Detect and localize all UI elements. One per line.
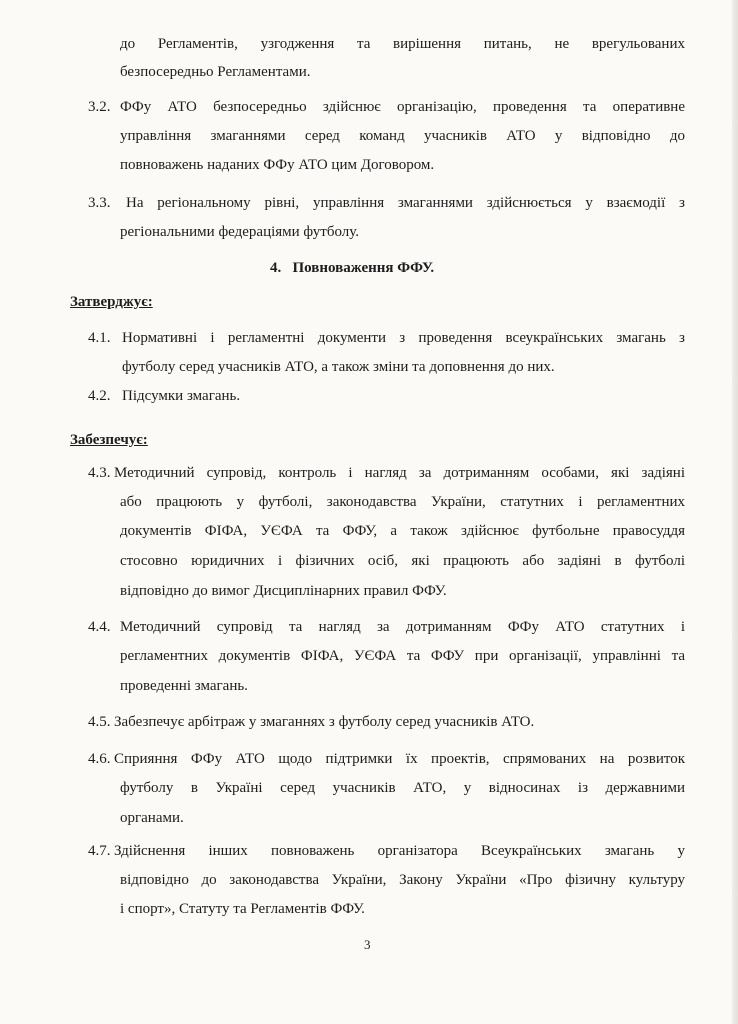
paragraph-line: до Регламентів, узгодження та вирішення питань, не врегульованих <box>120 36 685 52</box>
paragraph-line: футболу серед учасників АТО, а також зміни та доповнення до них. <box>122 359 555 375</box>
provides-label: Забезпечує: <box>70 432 148 448</box>
approves-label: Затверджує: <box>70 294 153 310</box>
paragraph-line: На регіональному рівні, управління змаганнями здійснюється у взаємодії з <box>126 195 685 211</box>
paragraph-line: відповідно до законодавства України, Закону України «Про фізичну культуру <box>120 872 685 888</box>
paragraph-line: Нормативні і регламентні документи з проведення всеукраїнських змагань з <box>122 330 685 346</box>
section-title: Повноваження ФФУ. <box>292 260 435 276</box>
section-heading <box>270 258 434 278</box>
paragraph-line: стосовно юридичних і фізичних осіб, які працюють або задіяні в футболі <box>120 553 685 569</box>
item-number: 4.3. <box>88 465 111 481</box>
item-number: 3.2. <box>88 99 111 115</box>
item-number: 3.3. <box>88 195 111 211</box>
item-number: 4.6. <box>88 751 111 767</box>
paragraph-line: органами. <box>120 810 184 826</box>
paragraph-line: або працюють у футболі, законодавства України, статутних і регламентних <box>120 494 685 510</box>
paragraph-line: і спорт», Статуту та Регламентів ФФУ. <box>120 901 365 917</box>
paragraph-line: документів ФІФА, УЄФА та ФФУ, а також здійснює футбольне правосуддя <box>120 523 685 539</box>
paragraph-line: Методичний супровід, контроль і нагляд за дотриманням особами, які задіяні <box>114 465 685 481</box>
paragraph-line: регіональними федераціями футболу. <box>120 224 360 240</box>
paragraph-line: Сприяння ФФу АТО щодо підтримки їх проектів, спрямованих на розвиток <box>114 751 685 767</box>
paragraph-line: відповідно до вимог Дисциплінарних правил ФФУ. <box>120 583 447 599</box>
page-edge-shadow <box>732 0 738 1024</box>
item-number: 4.2. <box>88 388 111 404</box>
item-number: 4.7. <box>88 843 111 859</box>
paragraph-line: Забезпечує арбітраж у змаганнях з футболу серед учасників АТО. <box>114 714 535 730</box>
paragraph-line: проведенні змагань. <box>120 678 248 694</box>
paragraph-line: Методичний супровід та нагляд за дотриманням ФФу АТО статутних і <box>120 619 685 635</box>
section-number: 4. <box>270 260 282 276</box>
item-number: 4.1. <box>88 330 111 346</box>
paragraph-line: управління змаганнями серед команд учасників АТО у відповідно до <box>120 128 685 144</box>
paragraph-line: регламентних документів ФІФА, УЄФА та ФФУ при організації, управлінні та <box>120 648 685 664</box>
item-number: 4.4. <box>88 619 111 635</box>
paragraph-line: повноважень наданих ФФу АТО цим Договором. <box>120 157 435 173</box>
paragraph-line: безпосередньо Регламентами. <box>120 64 311 80</box>
paragraph-line: Підсумки змагань. <box>122 388 241 404</box>
paragraph-line: Здійснення інших повноважень організатора Всеукраїнських змагань у <box>114 843 685 859</box>
paragraph-line: футболу в Україні серед учасників АТО, у відносинах із державними <box>120 780 685 796</box>
item-number: 4.5. <box>88 714 111 730</box>
page-number: 3 <box>364 937 371 952</box>
paragraph-line: ФФу АТО безпосередньо здійснює організацію, проведення та оперативне <box>120 99 685 115</box>
